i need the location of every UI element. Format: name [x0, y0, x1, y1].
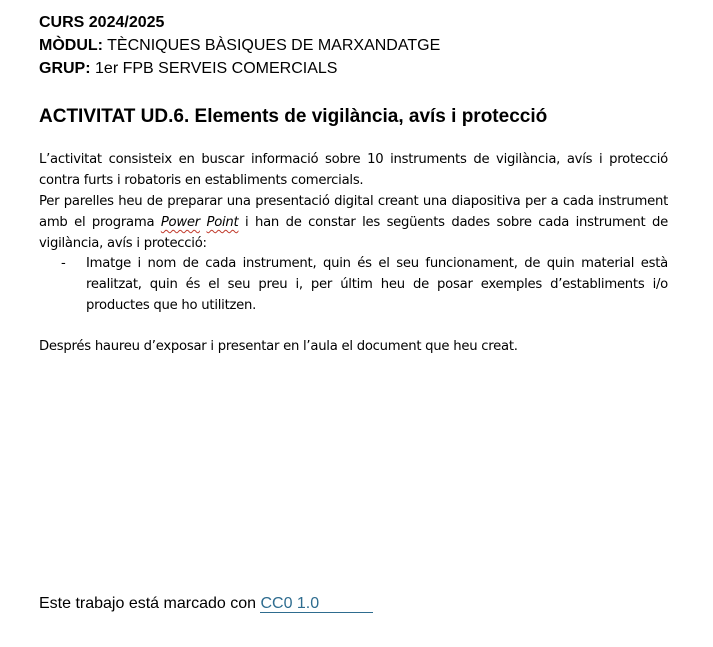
license-text: Este trabajo está marcado con: [39, 595, 261, 612]
activity-title: ACTIVITAT UD.6. Elements de vigilància, avís i protecció: [39, 106, 548, 127]
course-text: CURS 2024/2025: [39, 14, 165, 31]
bullet-text: Imatge i nom de cada instrument, quin és el seu funcionament, de quin material està realitzat, quin és el seu preu i, per últim heu de posar exemples d’establiments i/o productes que ho utilitzen.: [86, 256, 668, 313]
license-link[interactable]: CC0 1.0: [260, 595, 373, 613]
spellcheck-word-power: Power: [160, 214, 200, 230]
instructions-text-start: Per parelles heu de preparar una presentació digital creant una diapositiva per a cada instrument amb el programa: [39, 194, 668, 230]
bullet-dash: -: [61, 256, 66, 271]
module-line: [39, 36, 440, 55]
paragraph-intro: L’activitat consisteix en buscar informació sobre 10 instruments de vigilància, avís i protecció contra furts i robatoris en establiments comercials.: [39, 152, 668, 188]
instructions-text-end: i han de constar les següents dades sobre cada instrument de vigilància, avís i protecció:: [39, 214, 668, 251]
module-value: TÈCNIQUES BÀSIQUES DE MARXANDATGE: [107, 37, 441, 54]
group-value: 1er FPB SERVEIS COMERCIALS: [95, 60, 338, 77]
module-label: MÒDUL:: [39, 37, 103, 54]
group-label: GRUP:: [39, 60, 91, 77]
course-line: [39, 13, 164, 32]
paragraph-instructions: [39, 192, 668, 254]
paragraph-closing: Després haureu d’exposar i presentar en l’aula el document que heu creat.: [39, 339, 518, 354]
license-footer: [39, 594, 373, 614]
spellcheck-word-point: Point: [206, 214, 239, 230]
group-line: [39, 59, 337, 78]
